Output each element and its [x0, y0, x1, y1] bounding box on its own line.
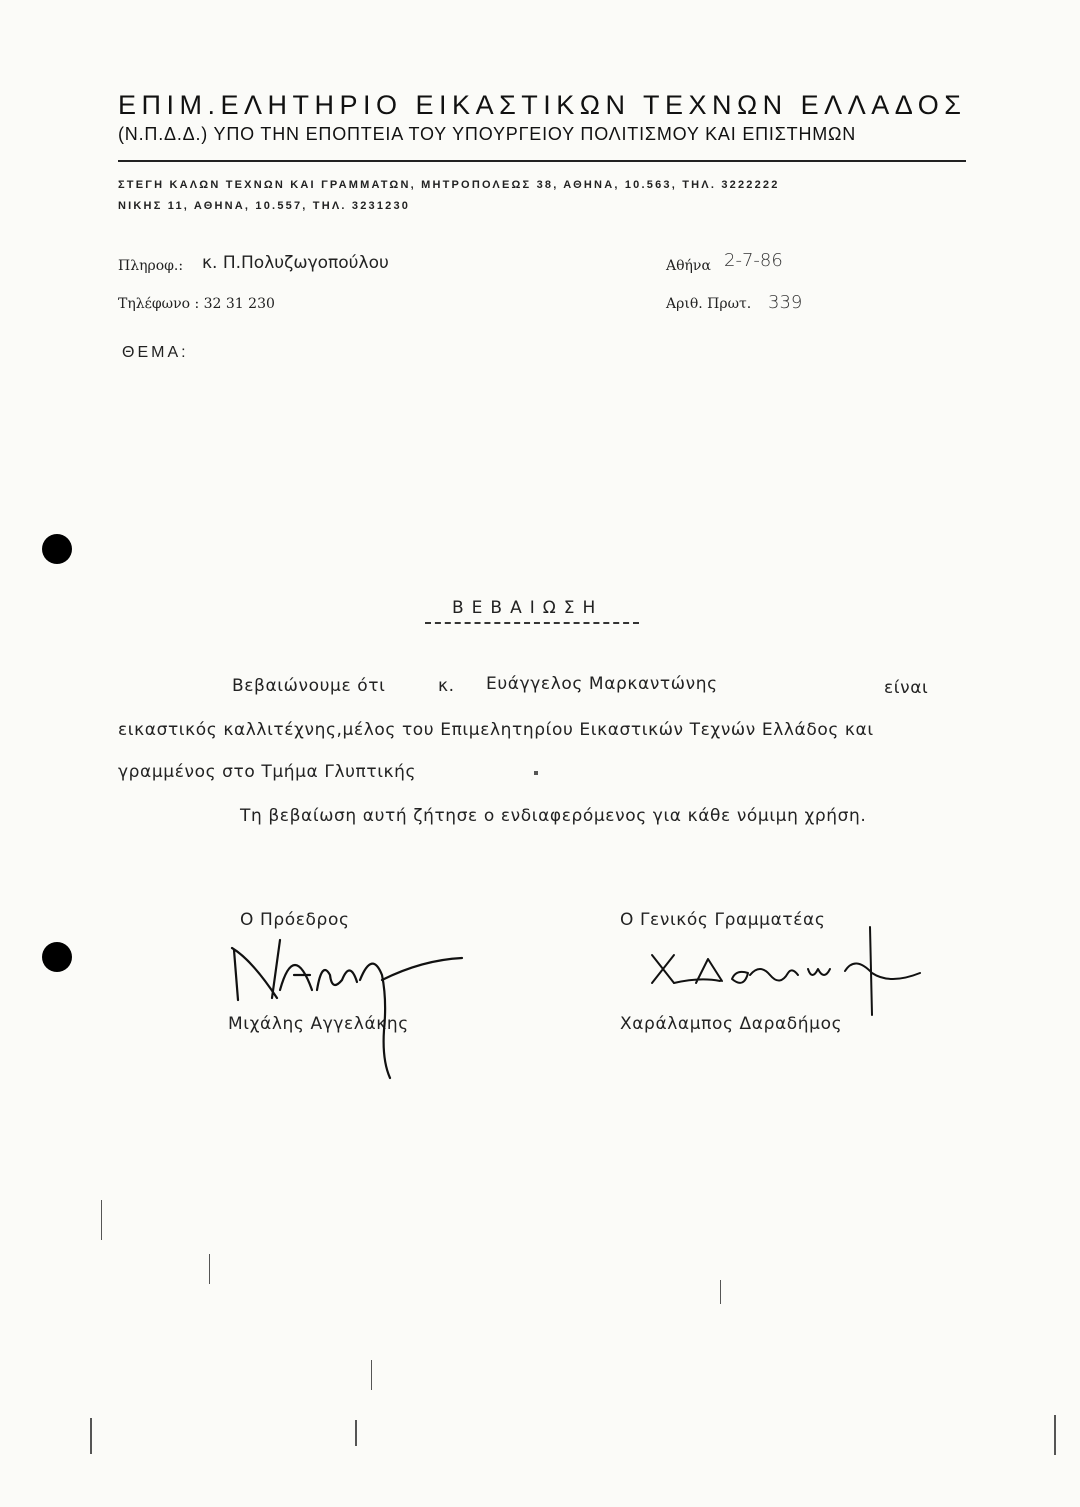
phone-label: Τηλέφωνο : 32 31 230: [118, 296, 275, 312]
address-line-2: ΝΙΚΗΣ 11, ΑΘΗΝΑ, 10.557, ΤΗΛ. 3231230: [118, 200, 411, 212]
body-text-line-3: γραμμένος στο Τμήμα Γλυπτικής: [118, 762, 417, 782]
contact-value: κ. Π.Πολυζωγοπούλου: [202, 253, 389, 273]
secretary-title: Ο Γενικός Γραμματέας: [620, 910, 826, 930]
organization-subtitle: (Ν.Π.Δ.Δ.) ΥΠΟ ΤΗΝ ΕΠΟΠΤΕΙΑ ΤΟΥ ΥΠΟΥΡΓΕΙΟΥ ΠΟΛΙΤΙΣΜΟΥ ΚΑΙ ΕΠΙΣΤΗΜΩΝ: [118, 124, 857, 144]
president-name: Μιχάλης Αγγελάκης: [228, 1014, 409, 1034]
president-title: Ο Πρόεδρος: [240, 910, 350, 930]
contact-label: Πληροφ.:: [118, 258, 184, 274]
scan-speck: [101, 1200, 102, 1240]
certificate-title: ΒΕΒΑΙΩΣΗ: [452, 598, 604, 618]
letterhead-divider: [118, 160, 966, 162]
scan-speck: [371, 1360, 372, 1390]
member-name: Ευάγγελος Μαρκαντώνης: [486, 674, 718, 694]
secretary-signature: [640, 915, 930, 1025]
scan-speck: [1054, 1415, 1056, 1455]
punch-hole-bottom: [42, 942, 72, 972]
body-text-line-2: εικαστικός καλλιτέχνης,μέλος του Επιμελητηρίου Εικαστικών Τεχνών Ελλάδος και: [118, 720, 874, 740]
date-value: 2-7-86: [724, 250, 783, 271]
scan-speck: [209, 1254, 210, 1284]
protocol-label: Αριθ. Πρωτ.: [666, 296, 752, 312]
body-text-title: κ.: [438, 676, 455, 696]
subject-label: ΘΕΜΑ:: [122, 344, 189, 361]
scan-speck: [355, 1420, 357, 1446]
place-label: Αθήνα: [666, 258, 711, 274]
scan-speck: [534, 771, 538, 775]
body-text-line-4: Τη βεβαίωση αυτή ζήτησε ο ενδιαφερόμενος για κάθε νόμιμη χρήση.: [240, 806, 867, 826]
organization-name: ΕΠΙΜ.ΕΛΗΤΗΡΙΟ ΕΙΚΑΣΤΙΚΩΝ ΤΕΧΝΩΝ ΕΛΛΑΔΟΣ: [118, 90, 967, 120]
title-underline: [425, 622, 639, 624]
body-text-is: είναι: [884, 678, 929, 698]
protocol-number: 339: [768, 292, 803, 313]
punch-hole-top: [42, 534, 72, 564]
secretary-name: Χαράλαμπος Δαραδήμος: [620, 1014, 843, 1034]
scan-speck: [90, 1418, 92, 1454]
scan-speck: [720, 1280, 721, 1304]
president-signature: [222, 920, 472, 1080]
address-line-1: ΣΤΕΓΗ ΚΑΛΩΝ ΤΕΧΝΩΝ ΚΑΙ ΓΡΑΜΜΑΤΩΝ, ΜΗΤΡΟΠΟΛΕΩΣ 38, ΑΘΗΝΑ, 10.563, ΤΗΛ. 3222222: [118, 179, 780, 191]
body-text-intro: Βεβαιώνουμε ότι: [232, 676, 386, 696]
